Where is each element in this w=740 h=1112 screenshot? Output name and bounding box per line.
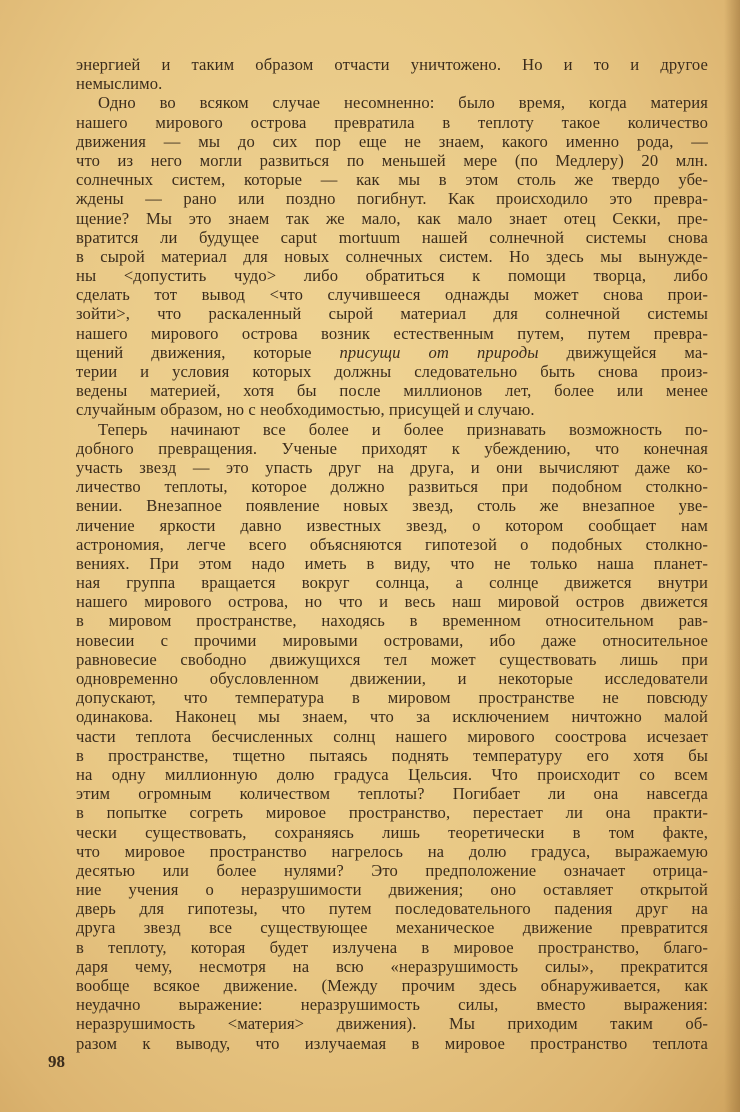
line-text: немыслимо. <box>76 74 163 94</box>
text-line <box>76 228 708 247</box>
text-line <box>76 765 708 784</box>
line-text: в теплоту, которая будет излучена в мировое пространство, благо- <box>76 937 708 957</box>
text-line <box>76 247 708 266</box>
text-line <box>76 458 708 477</box>
page-edge-shadow <box>724 0 740 1112</box>
line-text: нашего мирового острова, но что и весь наш мировой остров движется <box>76 592 708 612</box>
text-line <box>76 400 708 419</box>
text-line <box>76 209 708 228</box>
text-line <box>76 592 708 611</box>
page-number: 98 <box>48 1052 65 1071</box>
text-line <box>76 132 708 151</box>
line-text: сделать тот вывод <что случившееся однажды может снова прои- <box>76 285 708 305</box>
text-line <box>76 1014 708 1033</box>
text-line <box>76 823 708 842</box>
line-text: щение? Мы это знаем так же мало, как мало знает отец Секки, пре- <box>76 208 708 228</box>
line-text: части теплота бесчисленных солнц нашего мирового соострова исчезает <box>76 726 708 746</box>
text-line <box>76 918 708 937</box>
text-line <box>76 803 708 822</box>
line-text: личение яркости давно известных звезд, о котором сообщает нам <box>76 515 708 535</box>
text-line <box>76 151 708 170</box>
text-line <box>76 1034 708 1053</box>
line-text: этим огромным количеством теплоты? Погибает ли она навсегда <box>76 784 708 804</box>
text-line <box>76 93 708 112</box>
line-text: чески существовать, сохраняясь лишь теоретически в том факте, <box>76 822 708 842</box>
text-line <box>76 669 708 688</box>
line-text: Теперь начинают все более и более признавать возможность по- <box>98 419 708 439</box>
text-line <box>76 573 708 592</box>
text-line <box>76 611 708 630</box>
line-text: ведены материей, хотя бы после миллионов лет, более или менее <box>76 381 708 401</box>
text-line <box>76 707 708 726</box>
line-text: вениях. При этом надо иметь в виду, что не только наша планет- <box>76 553 708 573</box>
line-text: движущейся ма- <box>538 342 708 362</box>
line-text: личество теплоты, которое должно развиться при подобном столкно- <box>76 477 708 497</box>
text-line <box>76 362 708 381</box>
text-line <box>76 343 708 362</box>
line-text: нашего мирового острова превратила в теплоту такое количество <box>76 112 708 132</box>
line-text: в сырой материал для новых солнечных систем. Но здесь мы вынужде- <box>76 246 708 266</box>
text-line <box>76 535 708 554</box>
line-text: в попытке согреть мировое пространство, перестает ли она практи- <box>76 803 708 823</box>
line-text: энергией и таким образом отчасти уничтожено. Но и то и другое <box>76 55 708 74</box>
line-text: разом к выводу, что излучаемая в мировое пространство теплота <box>76 1033 708 1053</box>
text-line <box>76 688 708 707</box>
text-line <box>76 189 708 208</box>
line-text: случайным образом, но с необходимостью, присущей и случаю. <box>76 400 535 420</box>
line-text: вратится ли будущее caput mortuum нашей солнечной системы снова <box>76 227 708 247</box>
text-line <box>76 55 708 74</box>
line-text: вении. Внезапное появление новых звезд, столь же внезапное уве- <box>76 496 708 516</box>
line-text: зойти>, что раскаленный сырой материал для солнечной системы <box>76 304 708 324</box>
text-line <box>76 746 708 765</box>
line-text: ная группа вращается вокруг солнца, а солнце движется внутри <box>76 573 708 593</box>
text-line <box>76 439 708 458</box>
text-line <box>76 784 708 803</box>
text-line <box>76 995 708 1014</box>
line-text: дверь для гипотезы, что путем последовательного падения друг на <box>76 899 708 919</box>
line-text: одновременно обусловленном движении, и некоторые исследователи <box>76 669 708 688</box>
line-text: нашего мирового острова возник естественным путем, путем превра- <box>76 323 708 343</box>
line-text: новесии с прочими мировыми островами, ибо даже относительное <box>76 630 708 650</box>
text-line <box>76 113 708 132</box>
line-text: щений движения, которые <box>76 342 340 362</box>
line-text: даря чему, несмотря на всю «неразрушимость силы», прекратится <box>76 956 708 976</box>
text-line <box>76 324 708 343</box>
line-text: неразрушимость <материя> движения). Мы приходим таким об- <box>76 1014 708 1034</box>
line-text: ны <допустить чудо> либо обратиться к помощи творца, либо <box>76 266 708 286</box>
text-line <box>76 74 708 93</box>
text-line <box>76 554 708 573</box>
text-line <box>76 976 708 995</box>
text-line <box>76 285 708 304</box>
body-text <box>76 55 708 1053</box>
emphasis-text: присущи от природы <box>339 342 539 362</box>
line-text: что мировое пространство нагрелось на долю градуса, выражаемую <box>76 841 708 861</box>
line-text: участь звезд — это упасть друг на друга, и они вычисляют даже ко- <box>76 457 708 477</box>
line-text: в пространстве, тщетно пытаясь поднять температуру его хотя бы <box>76 745 708 765</box>
text-line <box>76 650 708 669</box>
text-line <box>76 957 708 976</box>
text-line <box>76 631 708 650</box>
line-text: солнечных систем, которые — как мы в этом столь же твердо убе- <box>76 170 708 190</box>
line-text: в мировом пространстве, находясь в временном относительном рав- <box>76 611 708 631</box>
text-line <box>76 477 708 496</box>
line-text: что из него могли развиться по меньшей мере (по Медлеру) 20 млн. <box>76 150 708 170</box>
line-text: Одно во всяком случае несомненно: было время, когда материя <box>98 93 708 113</box>
line-text: движения — мы до сих пор еще не знаем, какого именно рода, — <box>76 131 708 151</box>
line-text: ждены — рано или поздно погибнут. Как происходило это превра- <box>76 189 708 209</box>
text-line <box>76 899 708 918</box>
line-text: одинакова. Наконец мы знаем, что за исключением ничтожно малой <box>76 707 708 727</box>
line-text: десятью или более нулями? Это предположение означает отрица- <box>76 860 708 880</box>
text-line <box>76 420 708 439</box>
line-text: терии и условия которых должны следовательно быть снова произ- <box>76 362 708 381</box>
line-text: неудачно выражение: неразрушимость силы, вместо выражения: <box>76 995 708 1015</box>
line-text: ние учения о неразрушимости движения; оно оставляет открытой <box>76 880 708 900</box>
text-line <box>76 880 708 899</box>
text-line <box>76 381 708 400</box>
line-text: астрономия, легче всего объясняются гипотезой о подобных столкно- <box>76 534 708 554</box>
text-line <box>76 516 708 535</box>
text-line <box>76 170 708 189</box>
line-text: добного превращения. Ученые приходят к убеждению, что конечная <box>76 438 708 458</box>
line-text: вообще всякое движение. (Между прочим здесь обнаруживается, как <box>76 976 708 995</box>
line-text: на одну миллионную долю градуса Цельсия. Что происходит со всем <box>76 764 708 784</box>
text-line <box>76 727 708 746</box>
text-line <box>76 861 708 880</box>
line-text: друга звезд все существующее механическое движение превратится <box>76 918 708 938</box>
text-line <box>76 842 708 861</box>
text-line <box>76 266 708 285</box>
line-text: равновесие свободно движущихся тел может существовать лишь при <box>76 649 708 669</box>
text-line <box>76 304 708 323</box>
text-line <box>76 938 708 957</box>
line-text: допускают, что температура в мировом пространстве не повсюду <box>76 688 708 708</box>
text-line <box>76 496 708 515</box>
